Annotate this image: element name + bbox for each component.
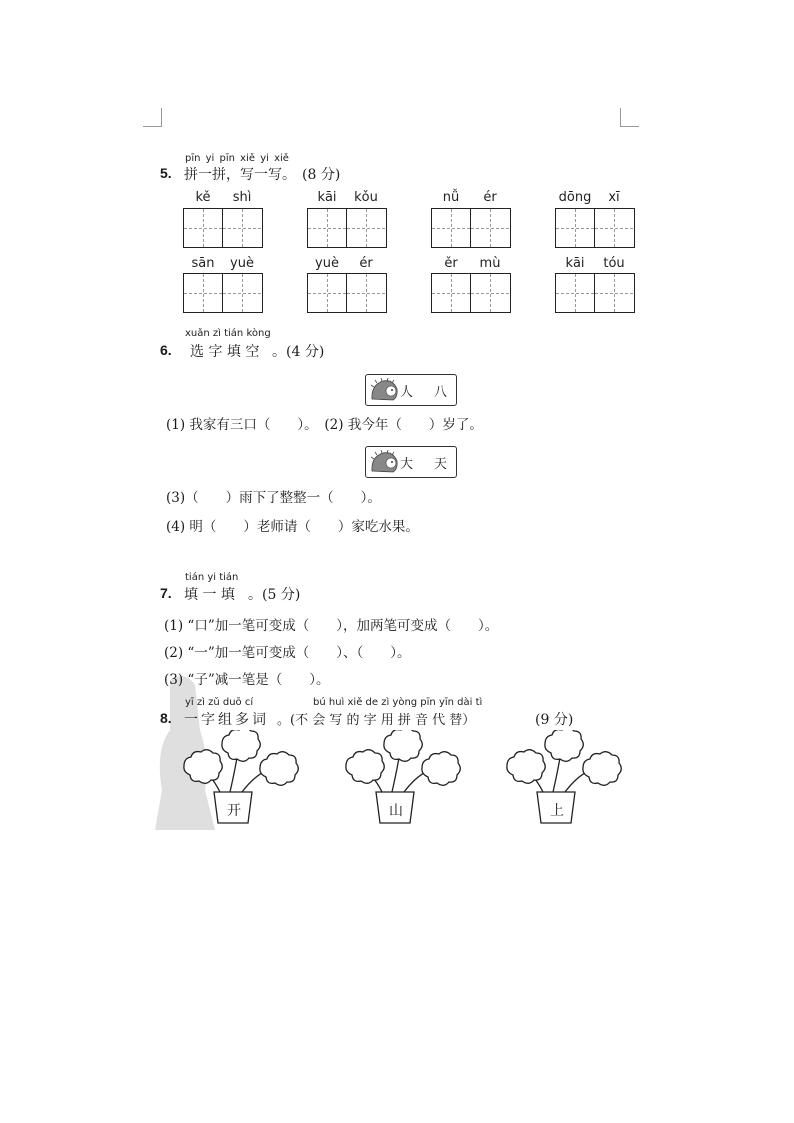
q5-item-pinyin: mù	[479, 256, 501, 271]
q5-item-pinyin: nǚ	[442, 190, 460, 205]
q5-item-pinyin: ěr	[444, 256, 458, 271]
pot-character: 山	[389, 803, 403, 819]
writing-grid[interactable]	[183, 208, 263, 248]
q8-number: 8.	[160, 710, 172, 726]
pot-character: 开	[227, 803, 241, 819]
q7-title: 填 一 填	[184, 587, 235, 603]
char-choice-box	[365, 374, 457, 406]
q6-title: 选 字 填 空	[190, 344, 260, 360]
q6-line-4: (4) 明（ ）老师请（ ）家吃水果。	[166, 519, 419, 535]
q7-pinyin: tián yi tián	[185, 572, 239, 583]
writing-grid[interactable]	[183, 273, 263, 313]
char-choice-box	[365, 446, 457, 478]
q5-item-pinyin: kāi	[317, 190, 337, 205]
q5-item-pinyin: kě	[195, 190, 211, 205]
q5-number: 5.	[160, 165, 172, 181]
q5-item-pinyin: tóu	[603, 256, 625, 271]
q6-score: 。(4 分)	[272, 344, 325, 360]
q5-title: 拼一拼，写一写。	[184, 167, 296, 183]
q5-item-pinyin: ér	[483, 190, 497, 205]
writing-grid[interactable]	[431, 208, 511, 248]
q6-line-3: (3)（ ）雨下了整整一（ ）。	[166, 490, 381, 506]
q5-item-pinyin: kǒu	[354, 190, 378, 205]
crop-mark-right	[620, 108, 639, 127]
q5-score: (8 分)	[302, 167, 341, 183]
q5-item-pinyin: yuè	[315, 256, 339, 271]
writing-grid[interactable]	[555, 273, 635, 313]
choice-char: 人	[400, 385, 414, 400]
q5-item-pinyin: dōng	[558, 190, 592, 205]
hedgehog-icon	[369, 449, 399, 475]
q7-number: 7.	[160, 585, 172, 601]
q5-item-pinyin: ér	[359, 256, 373, 271]
q6-number: 6.	[160, 342, 172, 358]
choice-char: 八	[434, 385, 448, 400]
q7-line-1: (1) “口”加一笔可变成（ ），加两笔可变成（ ）。	[164, 618, 499, 634]
q5-item-pinyin: kāi	[565, 256, 585, 271]
q8-score: (9 分)	[535, 712, 574, 728]
choice-char: 天	[434, 457, 448, 472]
writing-grid[interactable]	[307, 273, 387, 313]
q8-pinyin: yī zì zǔ duō cí	[185, 697, 254, 708]
writing-grid[interactable]	[555, 208, 635, 248]
q8-note-pinyin: bú huì xiě de zì yòng pīn yīn dài tì	[313, 697, 483, 708]
q6-pinyin: xuǎn zì tián kòng	[185, 328, 271, 339]
q5-item-pinyin: sān	[191, 256, 215, 271]
q8-title: 一字组多词	[184, 712, 269, 728]
q5-item-pinyin: xī	[608, 190, 620, 205]
q5-pinyin: pīn yi pīn xiě yi xiě	[185, 153, 289, 164]
q7-line-2: (2) “一”加一笔可变成（ ）、（ ）。	[164, 645, 411, 661]
writing-grid[interactable]	[307, 208, 387, 248]
q5-item-pinyin: yuè	[230, 256, 254, 271]
writing-grid[interactable]	[431, 273, 511, 313]
q6-line-1: (1) 我家有三口（ ）。 (2) 我今年（ ）岁了。	[166, 417, 483, 433]
q8-note: 。(不 会 写 的 字 用 拼 音 代 替）	[277, 713, 476, 728]
choice-char: 大	[400, 457, 414, 472]
q7-score: 。(5 分)	[248, 587, 301, 603]
crop-mark-left	[143, 108, 162, 127]
hedgehog-icon	[369, 377, 399, 403]
q7-line-3: (3) “子”减一笔是（ ）。	[164, 672, 330, 688]
q5-item-pinyin: shì	[232, 190, 252, 205]
pot-character: 上	[550, 803, 564, 819]
